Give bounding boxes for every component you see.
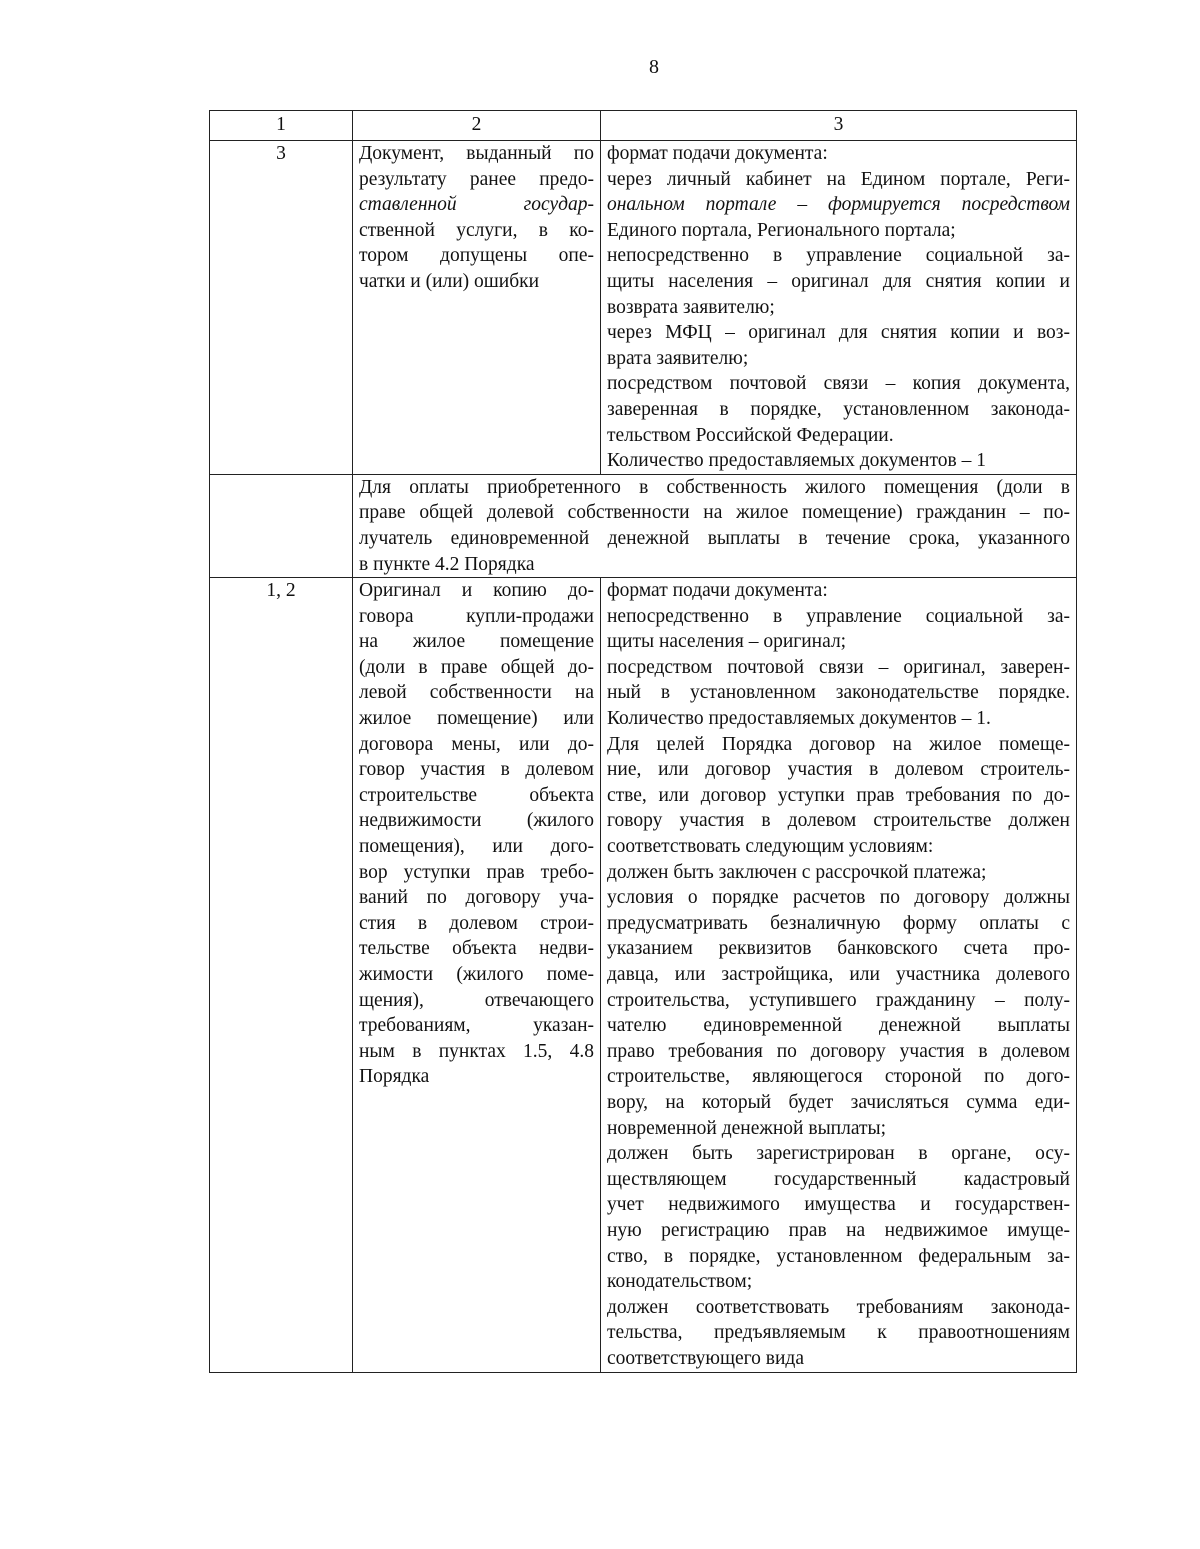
text-line: формат подачи документа: xyxy=(607,143,828,164)
text-line: (доли в праве общей до- xyxy=(359,656,594,678)
submission-format xyxy=(601,141,1077,475)
text-line: щения), отвечающего xyxy=(359,989,594,1011)
row-number: 3 xyxy=(210,141,353,475)
text-line: на жилое помещение xyxy=(359,631,594,653)
text-line: новременной денежной выплаты; xyxy=(607,1117,887,1139)
text-line: ваний по договору уча- xyxy=(359,887,594,909)
text-line: ние, или договор участия в долевом строитель- xyxy=(607,759,1070,781)
text-line: указанием реквизитов банковского счета про- xyxy=(607,938,1070,960)
text-line: ный в установленном законодательстве порядке. xyxy=(607,682,1070,704)
text-line: заверенная в порядке, установленном законода- xyxy=(607,398,1070,420)
text-line: тельства, предъявляемым к правоотношениям xyxy=(607,1322,1070,1344)
text-line: вору, на который будет зачисляться сумма еди- xyxy=(607,1091,1070,1113)
text-line: левой собственности на xyxy=(359,682,594,704)
text-line: тельстве объекта недви- xyxy=(359,938,594,960)
text-line: соответствующего вида xyxy=(607,1347,804,1369)
text-line: право требования по договору участия в долевом xyxy=(607,1040,1070,1062)
text-line: вор уступки прав требо- xyxy=(359,861,594,883)
text-line: условия о порядке расчетов по договору должны xyxy=(607,887,1070,909)
text-line: говору участия в долевом строительстве должен xyxy=(607,810,1070,832)
row-number xyxy=(210,474,353,577)
header-col-3: 3 xyxy=(601,111,1077,141)
text-line: договора мены, или до- xyxy=(359,733,594,755)
text-line: щиты населения – оригинал; xyxy=(607,631,847,653)
text-line: через МФЦ – оригинал для снятия копии и воз- xyxy=(607,322,1070,344)
text-line: посредством почтовой связи – оригинал, заверен- xyxy=(607,656,1070,678)
section-note xyxy=(353,474,1077,577)
text-line: чателю единовременной денежной выплаты xyxy=(607,1015,1070,1037)
text-line: конодательством; xyxy=(607,1271,753,1293)
text-line: ным в пунктах 1.5, 4.8 xyxy=(359,1040,594,1062)
text-line: Для целей Порядка договор на жилое помеще- xyxy=(607,733,1070,755)
text-line: требованиям, указан- xyxy=(359,1015,594,1037)
text-line: говора купли-продажи xyxy=(359,605,594,627)
table-row xyxy=(210,578,1077,1372)
text-line: Количество предоставляемых документов – 1. xyxy=(607,708,991,730)
text-line: непосредственно в управление социальной за- xyxy=(607,245,1070,267)
text-line: щиты населения – оригинал для снятия копии и xyxy=(607,270,1070,292)
text-line: результату ранее предо- xyxy=(359,168,594,190)
text-line: помещения), или дого- xyxy=(359,836,594,858)
text-line: тором допущены опе- xyxy=(359,245,594,267)
documents-table xyxy=(209,110,1077,1373)
text-line: жилое помещение) или xyxy=(359,708,594,730)
text-line: ство, в порядке, установленном федеральным за- xyxy=(607,1245,1070,1267)
text-line: Оригинал и копию до- xyxy=(359,580,594,602)
text-line: Для оплаты приобретенного в собственность жилого помещения (доли в xyxy=(359,476,1070,498)
text-line: строительстве, являющегося стороной по дого- xyxy=(607,1066,1070,1088)
row-number: 1, 2 xyxy=(210,578,353,1372)
text-line: Единого портала, Регионального портала; xyxy=(607,219,956,241)
text-line: должен быть зарегистрирован в органе, осу- xyxy=(607,1143,1070,1165)
text-line: ональном портале – формируется посредством xyxy=(607,194,1070,216)
text-line: должен быть заключен с рассрочкой платежа; xyxy=(607,861,987,883)
document-description xyxy=(353,578,601,1372)
text-line: возврата заявителю; xyxy=(607,296,775,318)
submission-format xyxy=(601,578,1077,1372)
text-line: Количество предоставляемых документов – 1 xyxy=(607,450,986,472)
text-line: в пункте 4.2 Порядка xyxy=(359,553,535,575)
text-line: Документ, выданный по xyxy=(359,143,594,164)
header-col-2: 2 xyxy=(353,111,601,141)
table-row xyxy=(210,474,1077,577)
text-line: строительства, уступившего гражданину – полу- xyxy=(607,989,1070,1011)
text-line: должен соответствовать требованиям законода- xyxy=(607,1296,1070,1318)
text-line: говор участия в долевом xyxy=(359,759,594,781)
page-number: 8 xyxy=(649,56,659,78)
text-line: стия в долевом строи- xyxy=(359,912,594,934)
text-line: предусматривать безналичную форму оплаты с xyxy=(607,912,1070,934)
header-col-1: 1 xyxy=(210,111,353,141)
table-header-row xyxy=(210,111,1077,141)
text-line: формат подачи документа: xyxy=(607,580,828,602)
text-line: лучатель единовременной денежной выплаты в течение срока, указанного xyxy=(359,527,1070,549)
text-line: соответствовать следующим условиям: xyxy=(607,836,934,858)
text-line: жимости (жилого поме- xyxy=(359,964,594,985)
text-line: ственной услуги, в ко- xyxy=(359,219,594,241)
text-line: через личный кабинет на Едином портале, Реги- xyxy=(607,168,1070,190)
text-line: недвижимости (жилого xyxy=(359,810,594,832)
text-line: врата заявителю; xyxy=(607,347,749,369)
text-line: строительстве объекта xyxy=(359,784,594,806)
text-line: праве общей долевой собственности на жилое помещение) гражданин – по- xyxy=(359,502,1070,524)
text-line: учет недвижимого имущества и государствен- xyxy=(607,1194,1070,1216)
text-line: ную регистрацию прав на недвижимое имуще- xyxy=(607,1219,1070,1241)
text-line: стве, или договор уступки прав требования по до- xyxy=(607,784,1070,806)
table-row xyxy=(210,141,1077,475)
document-description xyxy=(353,141,601,475)
text-line: тельством Российской Федерации. xyxy=(607,424,894,446)
text-line: давца, или застройщика, или участника долевого xyxy=(607,964,1070,985)
text-line: посредством почтовой связи – копия документа, xyxy=(607,373,1070,395)
text-line: ществляющем государственный кадастровый xyxy=(607,1168,1070,1190)
text-line: чатки и (или) ошибки xyxy=(359,270,540,292)
text-line: непосредственно в управление социальной за- xyxy=(607,605,1070,627)
text-line: Порядка xyxy=(359,1066,430,1088)
text-line: ставленной государ- xyxy=(359,194,594,216)
